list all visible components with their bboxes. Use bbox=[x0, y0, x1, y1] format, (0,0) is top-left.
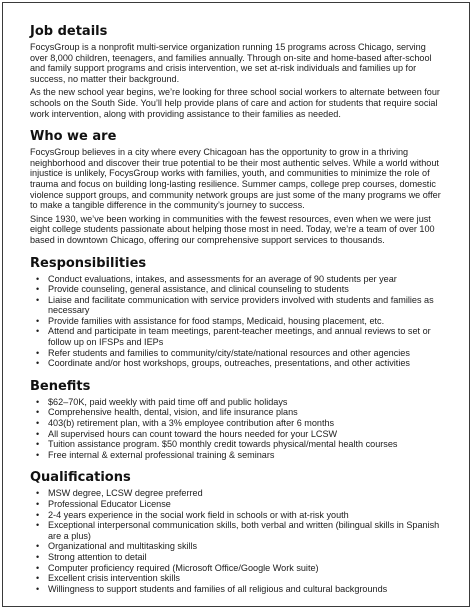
heading-qualifications: Qualifications bbox=[30, 470, 131, 486]
bullet-icon: • bbox=[36, 284, 40, 295]
section-benefits bbox=[30, 379, 444, 461]
list-item-text: Tuition assistance program. $50 monthly credit towards physical/mental health courses bbox=[48, 439, 398, 450]
bullet-icon: • bbox=[36, 428, 40, 439]
heading-responsibilities: Responsibilities bbox=[30, 255, 147, 271]
list-item bbox=[30, 541, 444, 552]
list-item-text: 2-4 years experience in the social work field in schools or with at-risk youth bbox=[48, 509, 349, 520]
list-item-text: Provide families with assistance for food stamps, Medicaid, housing placement, etc. bbox=[48, 315, 385, 326]
heading-who-we-are: Who we are bbox=[30, 129, 117, 145]
list-item bbox=[30, 295, 444, 316]
bullet-icon: • bbox=[36, 509, 40, 520]
list-item bbox=[30, 358, 444, 369]
qualifications-list bbox=[30, 488, 444, 594]
job-posting bbox=[30, 24, 444, 604]
list-item bbox=[30, 407, 444, 418]
section-qualifications bbox=[30, 470, 444, 594]
list-item-text: Attend and participate in team meetings, parent-teacher meetings, and annual reviews to set or follow up on IFSPs and IEPs bbox=[48, 326, 431, 348]
heading-benefits: Benefits bbox=[30, 378, 91, 394]
list-item-text: Free internal & external professional training & seminars bbox=[48, 449, 275, 460]
list-item bbox=[30, 573, 444, 584]
list-item bbox=[30, 284, 444, 295]
who-we-are-paragraph-1: FocysGroup believes in a city where every Chicagoan has the opportunity to grow in a thriving neighborhood and discover their true potential to be their most authentic selves. While a world without injustice is unlikely, FocysGroup works with families, youth, and communities to minimize the role of trauma and focus on building long-lasting resilience. Summer camps, college prep courses, domestic violence support groups, and community network groups are just some of the many programs we offer to make a tangible difference in the community’s journey to success. bbox=[30, 147, 441, 211]
bullet-icon: • bbox=[36, 439, 40, 450]
section-responsibilities bbox=[30, 256, 444, 369]
list-item bbox=[30, 429, 444, 440]
list-item-text: Exceptional interpersonal communication skills, both verbal and written (bilingual skills in Spanish are a plus) bbox=[48, 520, 440, 541]
list-item-text: All supervised hours can count toward the hours needed for your LCSW bbox=[48, 428, 338, 439]
list-item bbox=[30, 450, 444, 461]
list-item-text: Willingness to support students and families of all religious and cultural backgrounds bbox=[48, 583, 388, 594]
list-item bbox=[30, 499, 444, 510]
list-item bbox=[30, 552, 444, 563]
list-item-text: Provide counseling, general assistance, and clinical counseling to students bbox=[48, 284, 349, 295]
bullet-icon: • bbox=[36, 573, 40, 584]
bullet-icon: • bbox=[36, 499, 40, 509]
list-item-text: Refer students and families to community/city/state/national resources and other agencies bbox=[48, 347, 410, 358]
section-job-details bbox=[30, 24, 444, 119]
benefits-list bbox=[30, 397, 444, 461]
bullet-icon: • bbox=[36, 418, 40, 429]
bullet-icon: • bbox=[36, 294, 40, 305]
list-item-text: Coordinate and/or host workshops, groups, outreaches, presentations, and other activities bbox=[48, 358, 410, 369]
list-item-text: Computer proficiency required (Microsoft Office/Google Work suite) bbox=[48, 562, 319, 573]
bullet-icon: • bbox=[36, 273, 40, 284]
bullet-icon: • bbox=[36, 551, 40, 562]
bullet-icon: • bbox=[36, 541, 40, 552]
bullet-icon: • bbox=[36, 315, 40, 326]
list-item bbox=[30, 348, 444, 359]
list-item-text: Liaise and facilitate communication with service providers involved with students and families as necessary bbox=[48, 294, 434, 316]
list-item-text: Comprehensive health, dental, vision, and life insurance plans bbox=[48, 407, 298, 418]
list-item bbox=[30, 510, 444, 521]
bullet-icon: • bbox=[36, 488, 40, 499]
list-item-text: MSW degree, LCSW degree preferred bbox=[48, 488, 203, 499]
list-item-text: 403(b) retirement plan, with a 3% employee contribution after 6 months bbox=[48, 418, 335, 429]
list-item bbox=[30, 520, 444, 541]
bullet-icon: • bbox=[36, 358, 40, 369]
who-we-are-paragraph-2: Since 1930, we’ve been working in communities with the fewest resources, even when we were just eight college students passionate about helping those most in need. Today, we’re a team of over 100 based in downtown Chicago, offering our comprehensive support services to thousands. bbox=[30, 213, 435, 245]
heading-job-details: Job details bbox=[30, 24, 108, 39]
bullet-icon: • bbox=[36, 449, 40, 460]
list-item bbox=[30, 439, 444, 450]
list-item-text: Organizational and multitasking skills bbox=[48, 541, 198, 552]
bullet-icon: • bbox=[36, 326, 40, 337]
list-item-text: Conduct evaluations, intakes, and assessments for an average of 90 students per year bbox=[48, 273, 397, 284]
bullet-icon: • bbox=[36, 347, 40, 358]
list-item-text: Excellent crisis intervention skills bbox=[48, 573, 180, 584]
section-who-we-are bbox=[30, 129, 444, 245]
list-item bbox=[30, 397, 444, 408]
list-item bbox=[30, 584, 444, 595]
list-item bbox=[30, 326, 444, 347]
list-item-text: Strong attention to detail bbox=[48, 551, 147, 562]
bullet-icon: • bbox=[36, 396, 40, 407]
job-details-paragraph-1: FocysGroup is a nonprofit multi-service organization running 15 programs across Chicago, serving over 8,000 children, teenagers, and families annually. Through on-site and home-based after-school and family support programs and crisis intervention, we set at-risk individuals and families up for success, no matter their background. bbox=[30, 42, 432, 84]
list-item bbox=[30, 418, 444, 429]
list-item bbox=[30, 274, 444, 285]
bullet-icon: • bbox=[36, 520, 40, 531]
list-item-text: $62–70K, paid weekly with paid time off and public holidays bbox=[48, 396, 288, 407]
list-item bbox=[30, 563, 444, 574]
list-item-text: Professional Educator License bbox=[48, 499, 171, 509]
bullet-icon: • bbox=[36, 583, 40, 594]
bullet-icon: • bbox=[36, 407, 40, 418]
job-details-paragraph-2: As the new school year begins, we’re looking for three school social workers to alternate between four schools on the South Side. You’ll help provide plans of care and action for students that require social work intervention, along with providing assistance to their families as needed. bbox=[30, 87, 440, 119]
list-item bbox=[30, 316, 444, 327]
bullet-icon: • bbox=[36, 562, 40, 573]
responsibilities-list bbox=[30, 274, 444, 369]
list-item bbox=[30, 488, 444, 499]
